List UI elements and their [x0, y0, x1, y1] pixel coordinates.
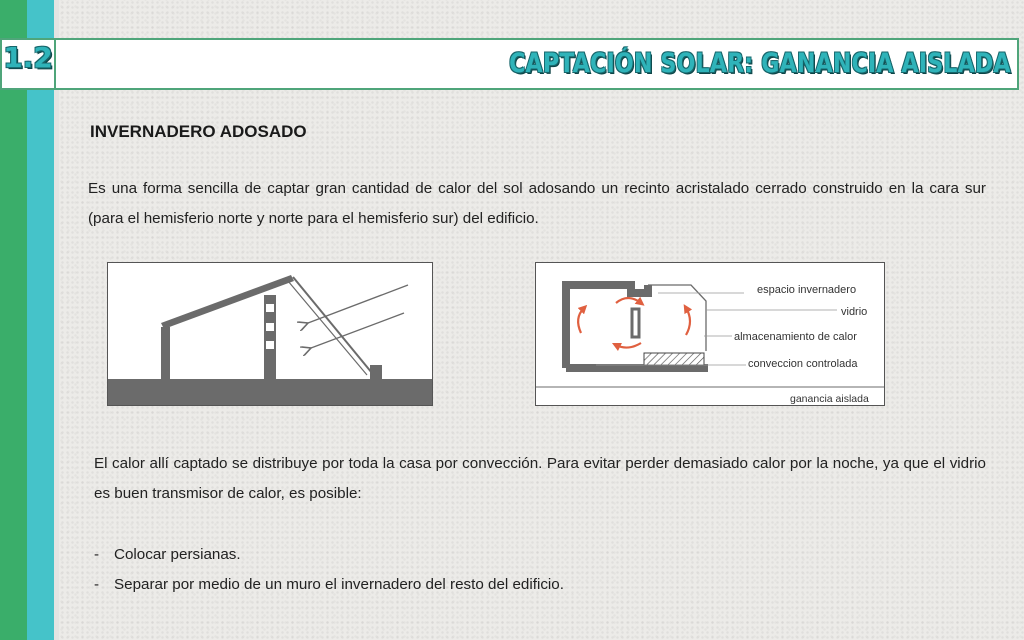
convection-arrow — [578, 308, 584, 333]
green-side-stripe — [0, 0, 27, 640]
label-vidrio: vidrio — [841, 306, 868, 318]
list-item-text: Colocar persianas. — [114, 546, 241, 563]
heat-storage — [644, 353, 704, 365]
section-badge — [0, 38, 56, 90]
teal-side-stripe — [27, 0, 54, 640]
interior-wall — [632, 309, 639, 337]
title-bar — [53, 38, 1019, 90]
label-conveccion: conveccion controlada — [748, 358, 858, 370]
greenhouse-section-drawing — [108, 263, 432, 405]
convection-arrow — [616, 298, 641, 303]
intro-paragraph: Es una forma sencilla de captar gran cantidad de calor del sol adosando un recinto acristalado cerrado construido en la cara sur (para el hemisferio norte y norte para el hemisferio sur) del edificio. — [88, 180, 986, 227]
ground — [108, 379, 432, 405]
bullet-dash: - — [94, 576, 100, 593]
slide-title: CAPTACIÓN SOLAR: GANANCIA AISLADA — [509, 48, 1011, 79]
sun-ray-arrow — [311, 313, 404, 348]
bullet-list — [94, 540, 564, 600]
label-almacenamiento: almacenamiento de calor — [734, 331, 857, 343]
greenhouse-base — [370, 365, 382, 380]
bullet-dash: - — [94, 546, 100, 563]
isolated-gain-diagram — [535, 262, 885, 406]
isolated-gain-drawing — [536, 263, 884, 405]
glazing — [648, 285, 706, 351]
convection-arrow — [616, 343, 641, 348]
list-item — [94, 540, 564, 570]
glazing-line-outer — [293, 277, 372, 373]
list-item-text: Separar por medio de un muro el invernadero del resto del edificio. — [114, 576, 564, 593]
glazing-line-inner — [288, 281, 367, 375]
section-heading: INVERNADERO ADOSADO — [90, 122, 307, 141]
list-item — [94, 570, 564, 600]
convection-paragraph: El calor allí captado se distribuye por toda la casa por convección. Para evitar perder demasiado calor por la noche, ya que el vidrio es buen transmisor de calor, es posible: — [94, 455, 986, 502]
greenhouse-section-diagram — [107, 262, 433, 406]
convection-arrow — [686, 308, 690, 335]
section-number: 1.2 — [3, 40, 53, 74]
side-stripe-gap — [54, 0, 59, 640]
label-caption: ganancia aislada — [790, 393, 869, 405]
north-wall — [161, 327, 170, 380]
label-espacio-invernadero: espacio invernadero — [757, 284, 857, 296]
